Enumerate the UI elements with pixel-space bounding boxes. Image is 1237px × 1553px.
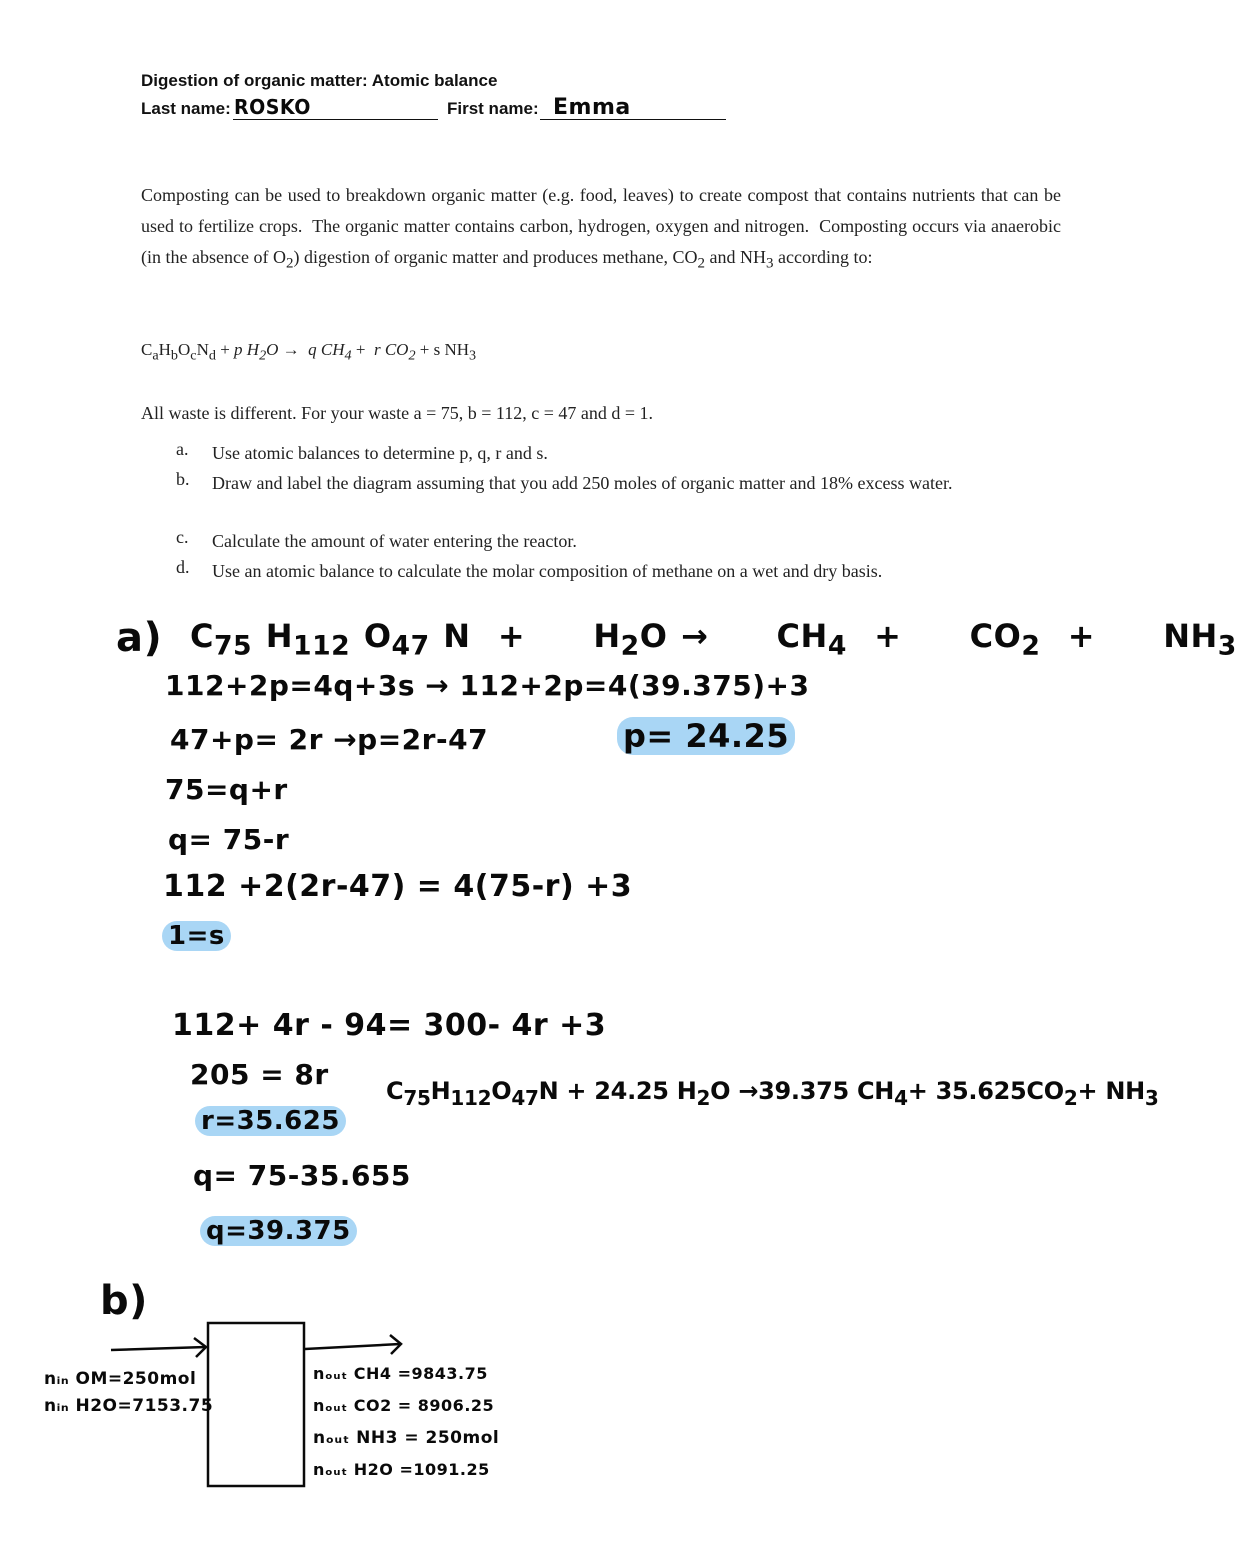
handwritten-expanded: 112+ 4r - 94= 300- 4r +3 [172, 1008, 607, 1043]
document-title: Digestion of organic matter: Atomic balance [141, 71, 498, 90]
question-text: Draw and label the diagram assuming that you add 250 moles of organic matter and 18% excess water. [212, 473, 953, 493]
question-letter: b. [176, 469, 190, 489]
inlet-arrow [111, 1338, 206, 1357]
inlet-organic-matter: nᵢₙ OM=250mol [44, 1369, 197, 1389]
question-letter: c. [176, 527, 189, 547]
outlet-arrow [305, 1335, 401, 1354]
question-text: Calculate the amount of water entering the reactor. [212, 531, 577, 551]
s-result-highlight: 1=s [162, 921, 231, 951]
handwritten-balanced-equation: $C_{75}H_{112}O_{47}N + 24.25$ $H_2O \to 39.375$ $CH_4+ 35.625CO_2+ NH_3$ [386, 1077, 1159, 1110]
outlet-co2: nₒᵤₜ CO2 = 8906.25 [313, 1396, 495, 1415]
handwritten-q-expression: q= 75-r [168, 823, 290, 856]
intro-paragraph: Composting can be used to breakdown organic matter (e.g. food, leaves) to create compost that contains nutrients that can be used to fertilize crops. The organic matter contains carbon, hydrogen, oxygen and nitrogen. Composting occurs via anaerobic (in the absence of $O_2$) digestion of organic matter and produces methane, $CO_2$ and $NH_3$ according to: [141, 185, 1061, 272]
last-name-label: Last name: [141, 99, 231, 118]
general-reaction-equation: $C_aH_bO_cN_d + p$ $H_2O \to q$ $CH_4 + r$ $CO_2 + s$ $NH_3$ [141, 340, 477, 364]
outlet-water: nₒᵤₜ H2O =1091.25 [313, 1460, 490, 1479]
handwritten-hydrogen-balance: 112+2p=4q+3s → 112+2p=4(39.375)+3 [165, 669, 810, 702]
waste-composition-line: All waste is different. For your waste a = 75, b = 112, c = 47 and d = 1. [141, 403, 654, 423]
handwritten-carbon-balance: 75=q+r [165, 773, 288, 806]
p-result-highlight: p= 24.25 [617, 717, 795, 755]
question-letter: d. [176, 557, 190, 577]
handwritten-205-8r: 205 = 8r [190, 1058, 329, 1091]
last-name-value: ROSKO [234, 95, 311, 119]
question-letter: a. [176, 439, 189, 459]
handwritten-q-calc: q= 75-35.655 [193, 1159, 411, 1192]
question-text: Use atomic balances to determine p, q, r and s. [212, 443, 548, 463]
q-result-highlight: q=39.375 [200, 1216, 357, 1246]
outlet-ammonia: nₒᵤₜ NH3 = 250mol [313, 1428, 500, 1448]
reactor-box [208, 1323, 304, 1486]
handwritten-unbalanced-equation: $C_{75}$ $H_{112}$ $O_{47}$ N + $H_2O$ → $CH_4$ + $CO_2$ + $NH_3$ [190, 617, 1237, 662]
r-result-highlight: r=35.625 [195, 1106, 346, 1136]
question-text: Use an atomic balance to calculate the molar composition of methane on a wet and dry basis. [212, 561, 883, 581]
handwritten-oxygen-balance: 47+p= 2r →p=2r-47 [170, 723, 489, 756]
part-a-label: a) [116, 615, 163, 661]
handwritten-substitution: 112 +2(2r-47) = 4(75-r) +3 [163, 869, 633, 904]
inlet-water: nᵢₙ H2O=7153.75 [44, 1396, 214, 1416]
first-name-label: First name: [447, 99, 539, 118]
outlet-methane: nₒᵤₜ CH4 =9843.75 [313, 1364, 488, 1383]
part-b-label: b) [100, 1278, 148, 1324]
first-name-value: Emma [553, 95, 631, 120]
